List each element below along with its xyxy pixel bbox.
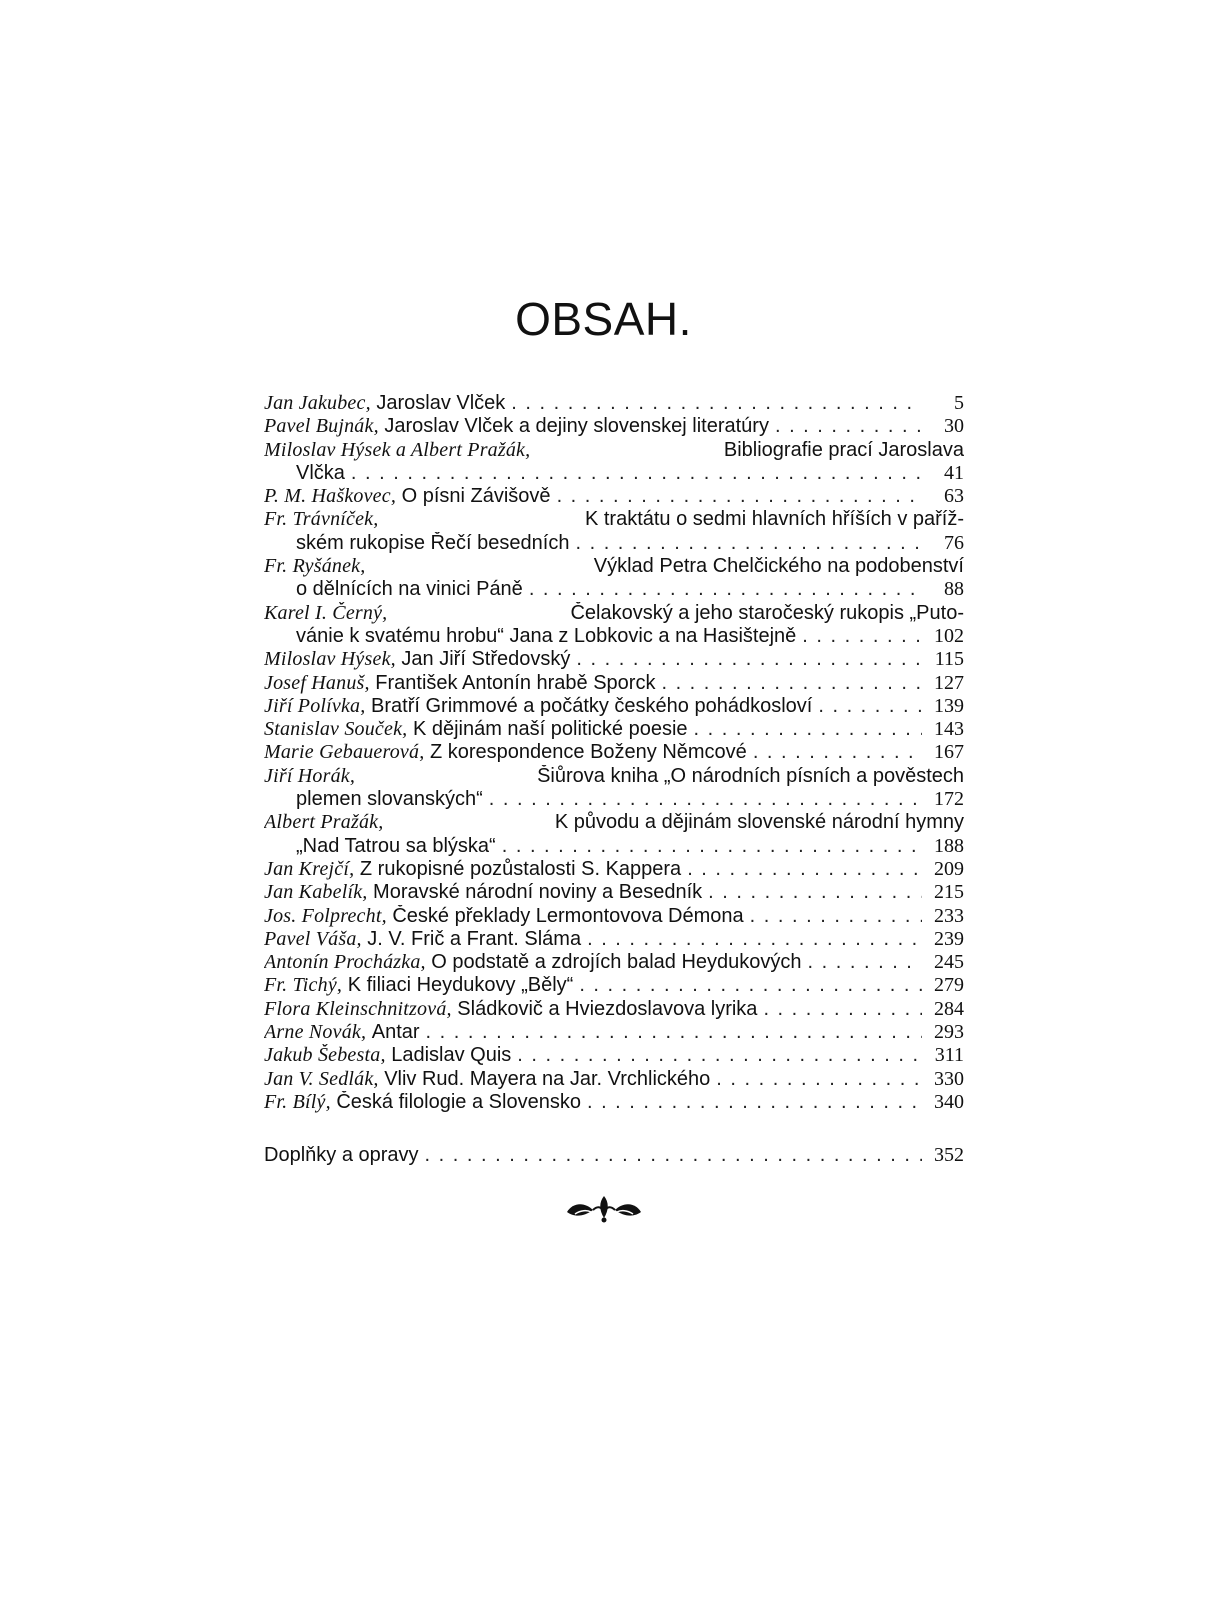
toc-entry-line bbox=[264, 648, 964, 671]
entry-author: Miloslav Hýsek a Albert Pražák, bbox=[264, 438, 531, 461]
toc-entry-line bbox=[264, 462, 964, 485]
toc-entry bbox=[264, 765, 964, 812]
entry-author: Miloslav Hýsek, bbox=[264, 648, 396, 671]
toc-entry bbox=[264, 718, 964, 741]
table-of-contents bbox=[264, 392, 964, 1168]
dot-leader bbox=[426, 1021, 922, 1044]
toc-entry bbox=[264, 648, 964, 671]
floral-ornament-icon bbox=[563, 1192, 645, 1224]
section-gap bbox=[264, 1114, 964, 1144]
entry-author: Jakub Šebesta, bbox=[264, 1044, 386, 1067]
dot-leader bbox=[587, 1091, 922, 1114]
toc-entry-line bbox=[264, 788, 964, 811]
entry-author: Karel I. Černý, bbox=[264, 601, 388, 624]
entry-title: K filiaci Heydukovy „Běly“ bbox=[347, 974, 574, 997]
entry-title: K původu a dějinám slovenské národní hymny bbox=[554, 811, 964, 834]
dot-leader bbox=[708, 881, 922, 904]
entry-page-number: 239 bbox=[934, 927, 964, 950]
entry-page-number: 233 bbox=[934, 904, 964, 927]
toc-entry-line bbox=[264, 1068, 964, 1091]
dot-leader bbox=[694, 718, 922, 741]
toc-entry-line bbox=[264, 695, 964, 718]
toc-entry-line bbox=[264, 602, 964, 625]
toc-entry-line bbox=[264, 928, 964, 951]
toc-entry bbox=[264, 858, 964, 881]
entry-title: O podstatě a zdrojích balad Heydukových bbox=[431, 951, 802, 974]
entry-title: Šiůrova kniha „O národních písních a pověstech bbox=[537, 764, 964, 787]
entry-page-number: 188 bbox=[934, 834, 964, 857]
toc-entry bbox=[264, 741, 964, 764]
entry-author: Jan V. Sedlák, bbox=[264, 1067, 379, 1090]
entry-page-number: 209 bbox=[934, 857, 964, 880]
dot-leader bbox=[802, 625, 922, 648]
entry-author: Antonín Procházka, bbox=[264, 951, 426, 974]
toc-entry-line bbox=[264, 951, 964, 974]
entry-page-number: 30 bbox=[944, 415, 964, 438]
toc-entry bbox=[264, 695, 964, 718]
toc-entry-line bbox=[264, 578, 964, 601]
toc-entry-line bbox=[264, 741, 964, 764]
entry-page-number: 41 bbox=[944, 461, 964, 484]
entry-page-number: 139 bbox=[934, 694, 964, 717]
entry-title: Jaroslav Vlček bbox=[376, 392, 506, 414]
entry-page-number: 63 bbox=[944, 485, 964, 508]
entry-title: Moravské národní noviny a Besedník bbox=[373, 881, 703, 904]
toc-entry bbox=[264, 905, 964, 928]
entry-page-number: 172 bbox=[934, 788, 964, 811]
entry-page-number: 167 bbox=[934, 741, 964, 764]
dot-leader bbox=[489, 788, 922, 811]
toc-entry-line bbox=[264, 485, 964, 508]
toc-entry bbox=[264, 928, 964, 951]
entry-page-number: 88 bbox=[944, 578, 964, 601]
entry-title: Jan Jiří Středovský bbox=[401, 648, 571, 671]
dot-leader bbox=[517, 1044, 922, 1067]
entry-title: Vliv Rud. Mayera na Jar. Vrchlického bbox=[384, 1067, 711, 1090]
toc-entry-line bbox=[264, 1021, 964, 1044]
entry-page-number: 115 bbox=[934, 648, 964, 671]
entry-title: České překlady Lermontovova Démona bbox=[392, 904, 744, 927]
entry-page-number: 76 bbox=[944, 531, 964, 554]
entry-title: Sládkovič a Hviezdoslavova lyrika bbox=[457, 997, 758, 1020]
entry-page-number: 293 bbox=[934, 1021, 964, 1044]
entry-title: plemen slovanských“ bbox=[296, 788, 483, 811]
dot-leader bbox=[575, 532, 922, 555]
entry-author: Arne Novák, bbox=[264, 1021, 367, 1044]
entry-title: Bibliografie prací Jaroslava bbox=[723, 438, 964, 461]
toc-entry-line bbox=[264, 1091, 964, 1114]
entry-title: Česká filologie a Slovensko bbox=[336, 1090, 581, 1113]
entry-author: P. M. Haškovec, bbox=[264, 485, 397, 508]
entry-author: Albert Pražák, bbox=[264, 811, 384, 834]
page-title: OBSAH. bbox=[515, 293, 692, 345]
entry-author: Jan Krejčí, bbox=[264, 857, 355, 880]
entry-page-number: 330 bbox=[934, 1067, 964, 1090]
entry-title: O písni Závišově bbox=[401, 485, 551, 508]
dot-leader bbox=[425, 1144, 922, 1167]
toc-entry-line bbox=[264, 1044, 964, 1067]
dot-leader bbox=[511, 392, 922, 415]
entry-page-number: 102 bbox=[934, 624, 964, 647]
toc-entry bbox=[264, 672, 964, 695]
entry-author: Jan Jakubec, bbox=[264, 392, 371, 414]
entry-page-number: 215 bbox=[934, 881, 964, 904]
addenda-line bbox=[264, 1144, 964, 1167]
addenda-label: Doplňky a opravy bbox=[264, 1144, 419, 1167]
entry-title: Bratří Grimmové a počátky českého pohádkosloví bbox=[371, 694, 813, 717]
toc-entry-line bbox=[264, 555, 964, 578]
toc-entry-line bbox=[264, 765, 964, 788]
toc-entry bbox=[264, 1021, 964, 1044]
dot-leader bbox=[687, 858, 922, 881]
entry-author: Marie Gebauerová, bbox=[264, 741, 425, 764]
entry-page-number: 5 bbox=[954, 392, 964, 414]
toc-entry-line bbox=[264, 532, 964, 555]
dot-leader bbox=[818, 695, 922, 718]
entry-author: Pavel Bujnák, bbox=[264, 415, 379, 438]
entry-title: „Nad Tatrou sa blýska“ bbox=[296, 834, 496, 857]
entry-title: Z rukopisné pozůstalosti S. Kappera bbox=[359, 857, 682, 880]
addenda-page-number: 352 bbox=[934, 1144, 964, 1167]
toc-entry-line bbox=[264, 835, 964, 858]
toc-entry-line bbox=[264, 905, 964, 928]
entry-page-number: 284 bbox=[934, 997, 964, 1020]
entry-author: Fr. Trávníček, bbox=[264, 508, 379, 531]
entry-title: Výklad Petra Chelčického na podobenství bbox=[593, 555, 964, 578]
entry-title: František Antonín hrabě Sporck bbox=[375, 671, 656, 694]
entry-page-number: 245 bbox=[934, 951, 964, 974]
toc-entry bbox=[264, 951, 964, 974]
dot-leader bbox=[529, 578, 922, 601]
toc-entry bbox=[264, 392, 964, 415]
entry-author: Jos. Folprecht, bbox=[264, 904, 387, 927]
entry-page-number: 127 bbox=[934, 671, 964, 694]
toc-entry bbox=[264, 1044, 964, 1067]
dot-leader bbox=[775, 415, 922, 438]
dot-leader bbox=[502, 835, 922, 858]
entry-author: Fr. Bílý, bbox=[264, 1090, 331, 1113]
entry-page-number: 340 bbox=[934, 1090, 964, 1113]
toc-entry-line bbox=[264, 415, 964, 438]
entry-author: Pavel Váša, bbox=[264, 927, 362, 950]
entry-author: Flora Kleinschnitzová, bbox=[264, 997, 452, 1020]
dot-leader bbox=[579, 974, 922, 997]
entry-title: vánie k svatému hrobu“ Jana z Lobkovic a na Hasištejně bbox=[296, 624, 797, 647]
toc-entry bbox=[264, 998, 964, 1021]
entry-page-number: 311 bbox=[934, 1044, 964, 1067]
entry-title: K traktátu o sedmi hlavních hříších v paříž- bbox=[584, 508, 964, 531]
toc-entry-line bbox=[264, 672, 964, 695]
toc-entry bbox=[264, 508, 964, 555]
entry-title: Antar bbox=[371, 1021, 420, 1044]
dot-leader bbox=[351, 462, 922, 485]
toc-entry bbox=[264, 439, 964, 486]
entry-title: Čelakovský a jeho staročeský rukopis „Puto- bbox=[570, 601, 964, 624]
toc-entry-line bbox=[264, 811, 964, 834]
entry-title: J. V. Frič a Frant. Sláma bbox=[367, 927, 582, 950]
toc-entry-line bbox=[264, 392, 964, 415]
toc-entry-line bbox=[264, 974, 964, 997]
dot-leader bbox=[808, 951, 922, 974]
entry-author: Jiří Horák, bbox=[264, 764, 356, 787]
entry-page-number: 143 bbox=[934, 718, 964, 741]
toc-entry-line bbox=[264, 439, 964, 462]
entry-title: Jaroslav Vlček a dejiny slovenskej literatúry bbox=[384, 415, 769, 438]
entry-title: Z korespondence Boženy Němcové bbox=[429, 741, 747, 764]
dot-leader bbox=[763, 998, 922, 1021]
toc-entry-line bbox=[264, 858, 964, 881]
toc-entry-line bbox=[264, 881, 964, 904]
toc-entry-line bbox=[264, 625, 964, 648]
entry-title: Ladislav Quis bbox=[391, 1044, 512, 1067]
dot-leader bbox=[587, 928, 922, 951]
toc-entry bbox=[264, 415, 964, 438]
entry-author: Fr. Ryšánek, bbox=[264, 555, 366, 578]
toc-entry bbox=[264, 555, 964, 602]
toc-entry bbox=[264, 485, 964, 508]
dot-leader bbox=[716, 1068, 922, 1091]
toc-entry bbox=[264, 811, 964, 858]
entry-title: ském rukopise Řečí besedních bbox=[296, 531, 570, 554]
toc-entry bbox=[264, 974, 964, 997]
entry-author: Jiří Polívka, bbox=[264, 694, 366, 717]
toc-entry bbox=[264, 1068, 964, 1091]
entry-author: Jan Kabelík, bbox=[264, 881, 368, 904]
entry-title: K dějinám naší politické poesie bbox=[412, 718, 688, 741]
toc-entry bbox=[264, 602, 964, 649]
toc-entry bbox=[264, 881, 964, 904]
dot-leader bbox=[753, 741, 922, 764]
entry-page-number: 279 bbox=[934, 974, 964, 997]
dot-leader bbox=[557, 485, 922, 508]
dot-leader bbox=[661, 672, 922, 695]
entry-title: o dělnících na vinici Páně bbox=[296, 578, 523, 601]
toc-entry-line bbox=[264, 508, 964, 531]
toc-entry-line bbox=[264, 998, 964, 1021]
entry-author: Josef Hanuš, bbox=[264, 671, 370, 694]
dot-leader bbox=[750, 905, 922, 928]
entry-title: Vlčka bbox=[296, 461, 345, 484]
dot-leader bbox=[576, 648, 922, 671]
entry-author: Fr. Tichý, bbox=[264, 974, 343, 997]
toc-entry bbox=[264, 1091, 964, 1114]
toc-entry-line bbox=[264, 718, 964, 741]
entry-author: Stanislav Souček, bbox=[264, 718, 408, 741]
